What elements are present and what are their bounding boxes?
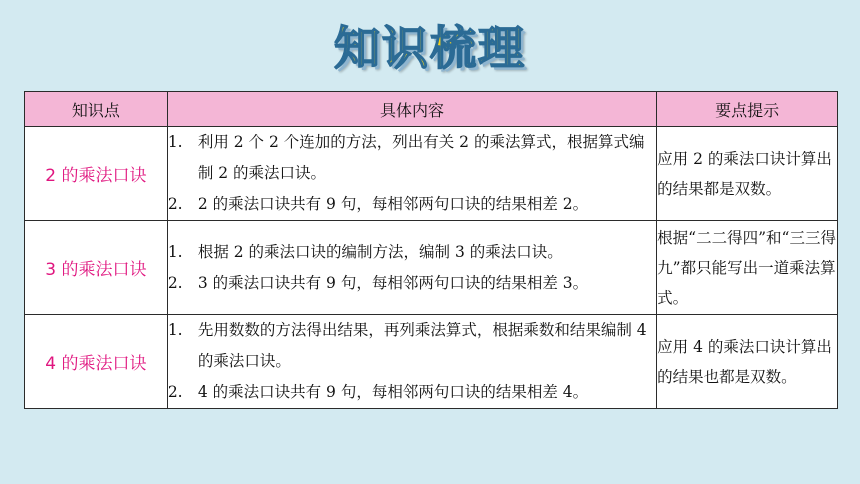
item-number: 2. [167, 195, 183, 213]
header-knowledge-point: 知识点 [25, 92, 168, 127]
content-item [168, 315, 656, 377]
content-item [168, 189, 656, 220]
tip-cell: 根据“二二得四”和“三三得九”都只能写出一道乘法算式。 [657, 221, 838, 315]
table-header-row [25, 92, 838, 127]
content-item [168, 377, 656, 408]
table-row [25, 221, 838, 315]
content-item [168, 268, 656, 299]
content-item [168, 237, 656, 268]
header-specific-content: 具体内容 [167, 92, 656, 127]
knowledge-table [24, 91, 838, 409]
content-item [168, 127, 656, 189]
item-text: 4 的乘法口诀共有 9 句，每相邻两句口诀的结果相差 4。 [197, 383, 589, 401]
content-cell [167, 221, 656, 315]
content-cell [167, 315, 656, 409]
page-title: 知识梳理 [334, 21, 526, 75]
item-number: 1. [167, 133, 183, 151]
table-row [25, 315, 838, 409]
item-number: 2. [167, 383, 183, 401]
item-text: 利用 2 个 2 个连加的方法，列出有关 2 的乘法算式，根据算式编制 2 的乘法口诀。 [197, 133, 645, 182]
knowledge-point-cell: 2 的乘法口诀 [25, 127, 168, 221]
content-cell [167, 127, 656, 221]
item-text: 根据 2 的乘法口诀的编制方法，编制 3 的乘法口诀。 [197, 242, 563, 261]
knowledge-point-cell: 3 的乘法口诀 [25, 221, 168, 315]
item-number: 1. [167, 242, 183, 261]
tip-cell: 应用 4 的乘法口诀计算出的结果也都是双数。 [657, 315, 838, 409]
tip-cell: 应用 2 的乘法口诀计算出的结果都是双数。 [657, 127, 838, 221]
item-text: 3 的乘法口诀共有 9 句，每相邻两句口诀的结果相差 3。 [197, 273, 589, 292]
item-number: 1. [167, 321, 183, 339]
item-text: 2 的乘法口诀共有 9 句，每相邻两句口诀的结果相差 2。 [197, 195, 589, 213]
item-number: 2. [167, 273, 183, 292]
item-text: 先用数数的方法得出结果，再列乘法算式，根据乘数和结果编制 4 的乘法口诀。 [197, 321, 647, 370]
table-row [25, 127, 838, 221]
header-key-tips: 要点提示 [657, 92, 838, 127]
knowledge-point-cell: 4 的乘法口诀 [25, 315, 168, 409]
